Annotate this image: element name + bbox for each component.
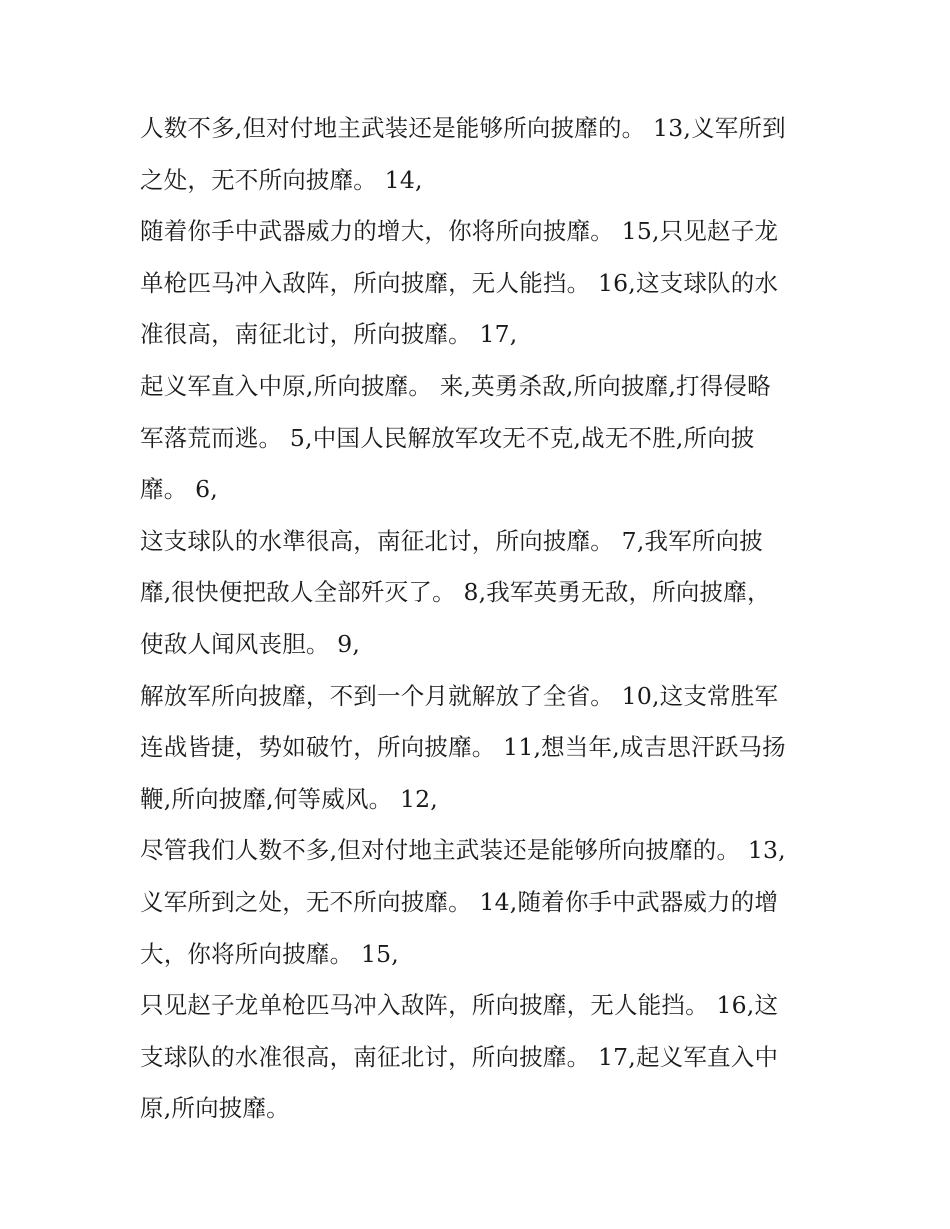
text-line: 这支球队的水準很高，南征北讨，所向披靡。 7,我军所向披 [140,526,763,555]
text-line: 之处，无不所向披靡。 14, [140,165,423,194]
text-line: 起义军直入中原,所向披靡。 来,英勇杀敌,所向披靡,打得侵略 [140,371,771,400]
text-line: 尽管我们人数不多,但对付地主武装还是能够所向披靡的。 13, [140,836,786,865]
text-line: 单枪匹马冲入敌阵，所向披靡，无人能挡。 16,这支球队的水 [140,268,779,297]
text-line: 义军所到之处，无不所向披靡。 14,随着你手中武器威力的增 [140,887,779,916]
text-line: 鞭,所向披靡,何等威风。 12, [140,784,438,813]
text-line: 支球队的水准很高，南征北讨，所向披靡。 17,起义军直入中 [140,1042,779,1071]
text-line: 使敌人闻风丧胆。 9, [140,629,361,658]
text-line: 人数不多,但对付地主武装还是能够所向披靡的。 13,义军所到 [140,114,786,142]
text-line: 准很高，南征北讨，所向披靡。 17, [140,320,518,349]
text-line: 大，你将所向披靡。 15, [140,939,399,968]
body-text [140,103,810,1135]
text-line: 随着你手中武器威力的增大，你将所向披靡。 15,只见赵子龙 [140,217,779,246]
text-line: 解放军所向披靡，不到一个月就解放了全省。 10,这支常胜军 [140,681,779,710]
text-line: 靡。 6, [140,475,218,504]
text-line: 靡,很快便把敌人全部歼灭了。 8,我军英勇无敌，所向披靡， [140,578,771,607]
text-line: 原,所向披靡。 [140,1094,290,1123]
text-line: 只见赵子龙单枪匹马冲入敌阵，所向披靡，无人能挡。 16,这 [140,991,779,1020]
text-line: 军落荒而逃。 5,中国人民解放军攻无不克,战无不胜,所向披 [140,423,755,452]
text-line: 连战皆捷，势如破竹，所向披靡。 11,想当年,成吉思汗跃马扬 [140,733,786,762]
